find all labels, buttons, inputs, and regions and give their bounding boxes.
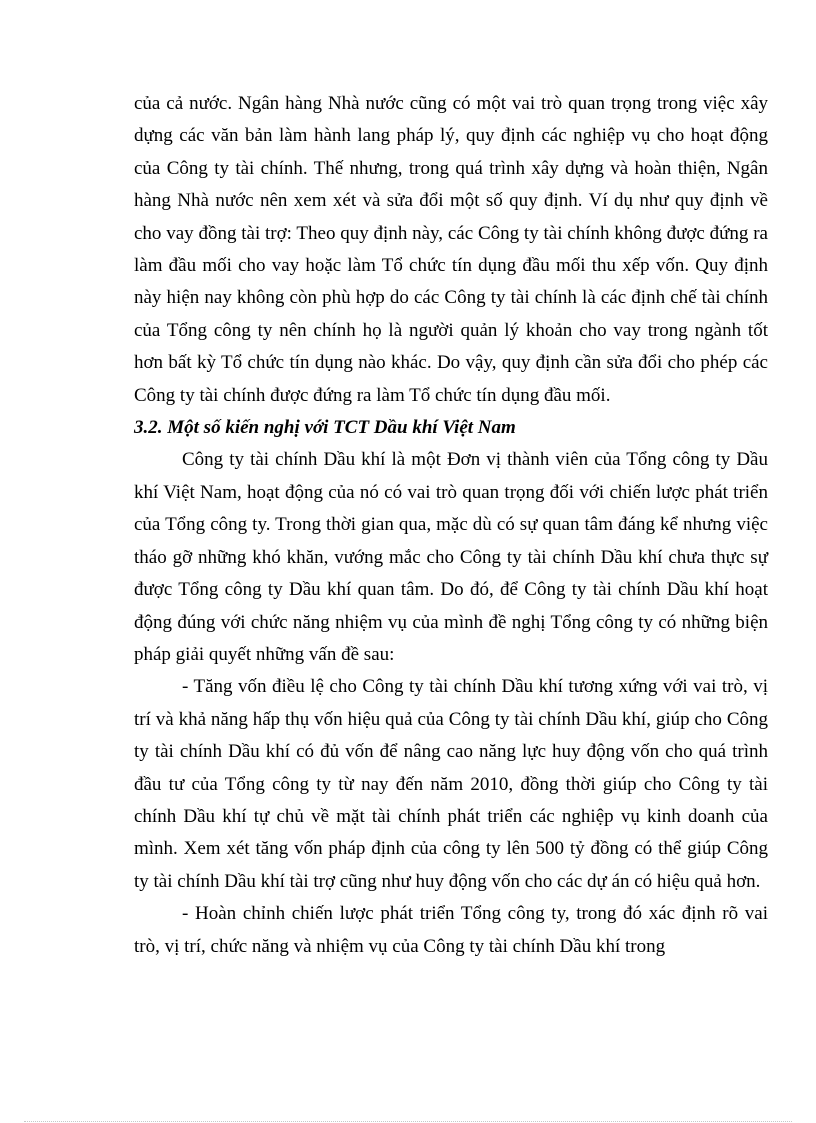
section-heading: 3.2. Một số kiến nghị với TCT Dầu khí Việt Nam: [134, 417, 516, 439]
document-body: [134, 88, 768, 963]
bullet-increase-capital: - Tăng vốn điều lệ cho Công ty tài chính Dầu khí tương xứng với vai trò, vị trí và khả năng hấp thụ vốn hiệu quả của Công ty tài chính Dầu khí, giúp cho Công ty tài chính Dầu khí có đủ vốn để nâng cao năng lực huy động vốn cho quá trình đầu tư của Tổng công ty từ nay đến năm 2010, đồng thời giúp cho Công ty tài chính Dầu khí tự chủ về mặt tài chính phát triển các nghiệp vụ kinh doanh của mình. Xem xét tăng vốn pháp định của công ty lên 500 tỷ đồng có thể giúp Công ty tài chính Dầu khí tài trợ cũng như huy động vốn cho các dự án có hiệu quả hơn.: [134, 676, 768, 892]
paragraph-pvfc-intro: Công ty tài chính Dầu khí là một Đơn vị thành viên của Tổng công ty Dầu khí Việt Nam, hoạt động của nó có vai trò quan trọng đối với chiến lược phát triển của Tổng công ty. Trong thời gian qua, mặc dù có sự quan tâm đáng kể nhưng việc tháo gỡ những khó khăn, vướng mắc cho Công ty tài chính Dầu khí chưa thực sự được Tổng công ty Dầu khí quan tâm. Do đó, để Công ty tài chính Dầu khí hoạt động đúng với chức năng nhiệm vụ của mình đề nghị Tổng công ty có những biện pháp giải quyết những vấn đề sau:: [134, 449, 768, 665]
paragraph-state-bank: của cả nước. Ngân hàng Nhà nước cũng có một vai trò quan trọng trong việc xây dựng các văn bản làm hành lang pháp lý, quy định các nghiệp vụ cho hoạt động của Công ty tài chính. Thế nhưng, trong quá trình xây dựng và hoàn thiện, Ngân hàng Nhà nước nên xem xét và sửa đổi một số quy định. Ví dụ như quy định về cho vay đồng tài trợ: Theo quy định này, các Công ty tài chính không được đứng ra làm đầu mối cho vay hoặc làm Tổ chức tín dụng đầu mối thu xếp vốn. Quy định này hiện nay không còn phù hợp do các Công ty tài chính là các định chế tài chính của Tổng công ty nên chính họ là người quản lý khoản cho vay trong ngành tốt hơn bất kỳ Tổ chức tín dụng nào khác. Do vậy, quy định cần sửa đổi cho phép các Công ty tài chính được đứng ra làm Tổ chức tín dụng đầu mối.: [134, 93, 768, 406]
page-bottom-border: [24, 1121, 792, 1122]
bullet-strategy: - Hoàn chỉnh chiến lược phát triển Tổng công ty, trong đó xác định rõ vai trò, vị trí, chức năng và nhiệm vụ của Công ty tài chính Dầu khí trong: [134, 903, 768, 957]
